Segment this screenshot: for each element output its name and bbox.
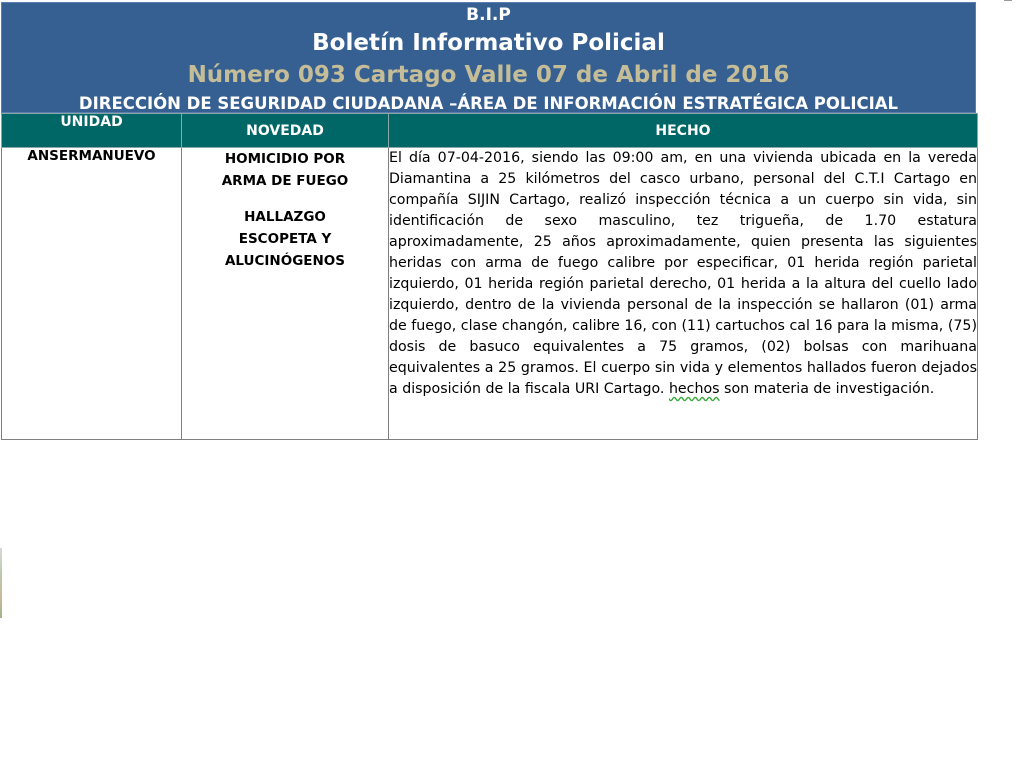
hecho-text: El día 07-04-2016, siendo las 09:00 am, en una vivienda ubicada en la vereda Diamantina a 25 kilómetros del casco urbano, personal del C.T.I Cartago en compañía SIJIN Cartago, realizó inspección técnica a un cuerpo sin vida, sin identificación de sexo masculino, tez trigueña, de 1.70 estatura aproximadamente, 25 años aproximadamente, quien presenta las siguientes heridas con arma de fuego calibre por especificar, 01 herida región parietal izquierdo, 01 herida región parietal derecho, 01 herida a la altura del cuello lado izquierdo, dentro de la vivienda personal de la inspección se hallaron (01) arma de fuego, clase changón, calibre 16, con (11) cartuchos cal 16 para la misma, (75) dosis de basuco equivalentes a 75 gramos, (02) bolsas con marihuana equivalentes a 25 gramos. El cuerpo sin vida y elementos hallados fueron dejados a disposición de la fiscala URI Cartago.	[389, 150, 977, 397]
hecho-spellcheck-word: hechos	[668, 381, 720, 397]
bulletin-acronym: B.I.P	[466, 5, 511, 25]
bulletin-header	[1, 2, 976, 113]
column-header-unidad: UNIDAD	[2, 114, 182, 148]
cell-novedad	[182, 148, 389, 440]
table-row	[2, 148, 978, 440]
novedad-hallazgo: HALLAZGO ESCOPETA Y ALUCINÓGENOS	[224, 209, 346, 269]
column-header-novedad: NOVEDAD	[182, 114, 389, 148]
bulletin-title: Boletín Informativo Policial	[312, 30, 665, 56]
novedad-homicidio: HOMICIDIO POR ARMA DE FUEGO	[221, 151, 349, 189]
bulletin-direction: DIRECCIÓN DE SEGURIDAD CIUDADANA –ÁREA DE INFORMACIÓN ESTRATÉGICA POLICIAL	[78, 94, 899, 113]
bulletin-table	[1, 113, 978, 440]
cell-unidad: ANSERMANUEVO	[2, 148, 182, 440]
hecho-text-tail: son materia de investigación.	[724, 381, 935, 397]
table-header-row	[2, 114, 978, 148]
column-header-hecho: HECHO	[389, 114, 978, 148]
novedad-spacer	[182, 192, 388, 206]
cell-hecho	[389, 148, 978, 440]
bulletin-sheet	[1, 2, 976, 440]
bulletin-number-date: Número 093 Cartago Valle 07 de Abril de 2016	[187, 62, 790, 88]
page-edge-mark	[1004, 0, 1012, 1]
left-edge-marks	[0, 548, 2, 618]
